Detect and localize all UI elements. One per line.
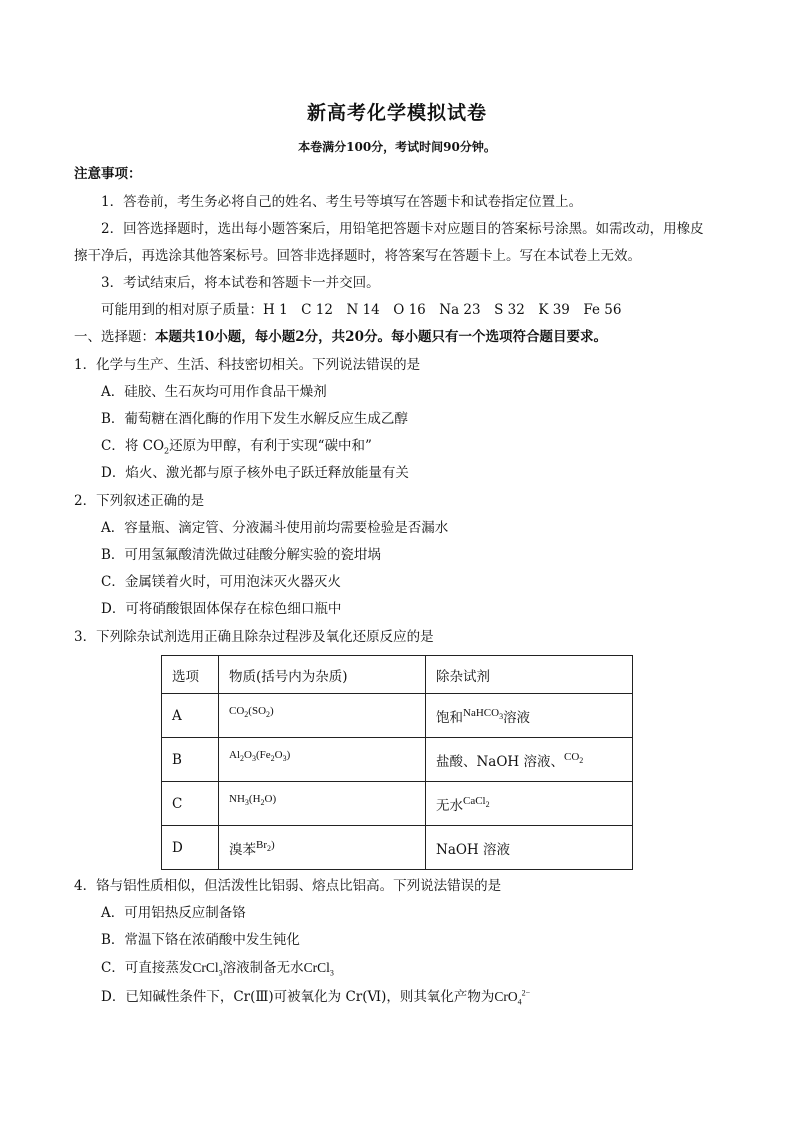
row-substance: Al2O3(Fe2O3) (219, 738, 426, 782)
row-option: B (162, 738, 219, 782)
q4-option-c: C．可直接蒸发CrCl$_3$溶液制备无水CrCl$_3$ (101, 960, 334, 978)
q3-table (161, 655, 633, 870)
notice-item-3: 3．考试结束后，将本试卷和答题卡一并交回。 (101, 275, 380, 291)
section-prefix: 一、选择题： (74, 329, 155, 345)
header-reagent: 除杂试剂 (426, 656, 633, 694)
q4-option-d: D．已知碱性条件下，Cr(Ⅲ)可被氧化为 Cr(Ⅵ)，则其氧化产物为CrO$_4^{2-}$ (101, 988, 531, 1007)
q2-option-c: C．金属镁着火时，可用泡沫灭火器灭火 (101, 574, 341, 590)
section-heading (74, 328, 607, 346)
notice-heading: 注意事项： (74, 166, 142, 182)
q4-stem: 4．铬与铝性质相似，但活泼性比铝弱、熔点比铝高。下列说法错误的是 (74, 878, 502, 894)
table-row (162, 694, 633, 738)
notice-item-1: 1．答卷前，考生务必将自己的姓名、考生号等填写在答题卡和试卷指定位置上。 (101, 194, 583, 210)
q1-stem: 1．化学与生产、生活、科技密切相关。下列说法错误的是 (74, 357, 421, 373)
q3-stem: 3．下列除杂试剂选用正确且除杂过程涉及氧化还原反应的是 (74, 629, 434, 645)
q2-option-d: D．可将硝酸银固体保存在棕色细口瓶中 (101, 601, 342, 617)
q4-option-a: A．可用铝热反应制备铬 (101, 905, 246, 921)
row-option: A (162, 694, 219, 738)
row-option: C (162, 782, 219, 826)
q1-c-pre: C．将 CO (101, 438, 165, 454)
row-substance: CO2(SO2) (219, 694, 426, 738)
page-title: 新高考化学模拟试卷 (306, 102, 487, 124)
row-reagent: NaOH 溶液 (426, 826, 633, 870)
header-substance: 物质(括号内为杂质) (219, 656, 426, 694)
q1-c-post: 还原为甲醇，有利于实现“碳中和” (169, 438, 372, 454)
table-row (162, 826, 633, 870)
q1-option-c (101, 437, 372, 455)
row-reagent: 无水$^{CaCl_2}$ (426, 782, 633, 826)
q1-c-sub: 2 (164, 446, 170, 456)
q2-option-b: B．可用氢氟酸清洗做过硅酸分解实验的瓷坩埚 (101, 547, 381, 563)
row-substance: NH3(H2O) (219, 782, 426, 826)
row-substance: 溴苯$^{Br_2)}$ (219, 826, 426, 870)
row-reagent: 饱和$^{NaHCO_3}$溶液 (426, 694, 633, 738)
q2-option-a: A．容量瓶、滴定管、分液漏斗使用前均需要检验是否漏水 (101, 520, 449, 536)
atomic-masses: 可能用到的相对原子质量：H 1 C 12 N 14 O 16 Na 23 S 32 K 39 Fe 56 (101, 302, 622, 318)
table-row (162, 738, 633, 782)
header-option: 选项 (162, 656, 219, 694)
page-subtitle: 本卷满分100分，考试时间90分钟。 (298, 140, 496, 154)
q2-stem: 2．下列叙述正确的是 (74, 493, 205, 509)
q1-option-d: D．焰火、激光都与原子核外电子跃迁释放能量有关 (101, 465, 409, 481)
row-option: D (162, 826, 219, 870)
q1-option-a: A．硅胶、生石灰均可用作食品干燥剂 (101, 384, 327, 400)
notice-item-2: 2．回答选择题时，选出每小题答案后，用铅笔把答题卡对应题目的答案标号涂黑。如需改动，用橡皮 (101, 221, 704, 237)
q1-option-b: B．葡萄糖在酒化酶的作用下发生水解反应生成乙醇 (101, 411, 408, 427)
table-row (162, 782, 633, 826)
row-reagent: 盐酸、NaOH 溶液、$^{CO_2}$ (426, 738, 633, 782)
table-header-row (162, 656, 633, 694)
notice-item-2-cont: 擦干净后，再选涂其他答案标号。回答非选择题时，将答案写在答题卡上。写在本试卷上无效。 (74, 248, 641, 264)
q4-option-b: B．常温下铬在浓硝酸中发生钝化 (101, 932, 300, 948)
section-instructions: 本题共10小题，每小题2分，共20分。每小题只有一个选项符合题目要求。 (155, 329, 607, 345)
